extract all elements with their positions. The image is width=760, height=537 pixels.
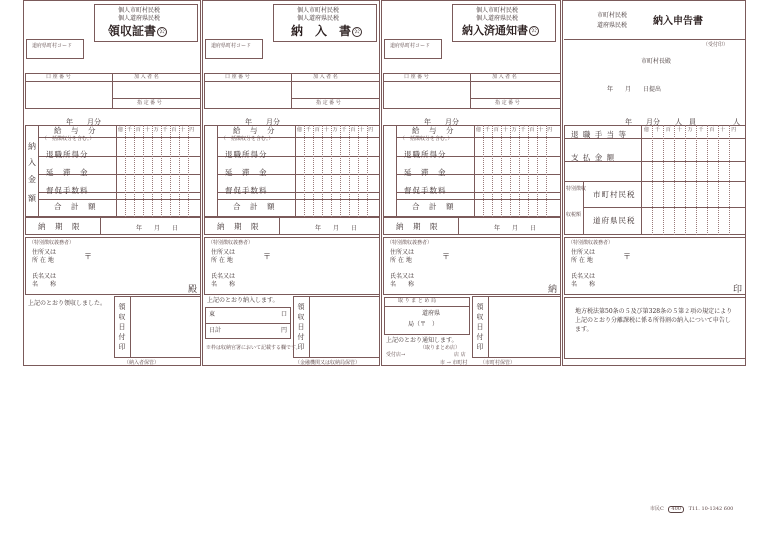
bank-label: 取 り ま と め 局 bbox=[398, 298, 436, 304]
side-label-1: 納 bbox=[28, 142, 36, 151]
due-date: 年 月 日 bbox=[136, 225, 179, 232]
code-box bbox=[205, 39, 263, 59]
postal-mark: 〒 bbox=[84, 252, 92, 261]
row-reminder-fee: 督促手数料 bbox=[404, 186, 447, 195]
code-box bbox=[26, 39, 84, 59]
city-head: 市町村長殿 bbox=[641, 58, 672, 65]
payment-text: 上記のとおり納入します。 bbox=[207, 297, 279, 304]
col-account: 口 座 番 号 bbox=[404, 74, 429, 80]
due-date: 年 月 日 bbox=[494, 225, 537, 232]
code-label: 道府県町村コード bbox=[390, 43, 431, 49]
name-label-text: 氏名又は 名 称 bbox=[390, 273, 415, 288]
notify-small: （取りまとめ店） bbox=[420, 345, 461, 351]
row-salary-note: （一括徴収分を含む。） bbox=[400, 136, 453, 142]
receipt-stamp-box bbox=[472, 296, 561, 358]
due-label: 納 期 限 bbox=[396, 222, 439, 231]
form-title-text: 領収証書 bbox=[108, 24, 157, 38]
postal-mark: 〒 bbox=[263, 252, 271, 261]
public-mark: 公 bbox=[354, 27, 361, 35]
period: 年 月分 bbox=[66, 118, 101, 126]
address-label bbox=[390, 249, 414, 265]
address-label bbox=[32, 249, 56, 265]
footer-code bbox=[650, 506, 733, 513]
submit-date: 年 月 日提出 bbox=[607, 86, 662, 93]
receipt-stamp-label: 領収日付印 bbox=[297, 303, 305, 353]
row-retirement: 退職所得分 bbox=[46, 150, 89, 159]
keeper-note: （納入者保管） bbox=[124, 360, 160, 366]
notice-panel bbox=[381, 0, 561, 366]
col-designated: 指 定 番 号 bbox=[316, 100, 341, 106]
name-label-text: 氏名又は 名 称 bbox=[32, 273, 57, 288]
keeper-note: （金融機関又は収納局保管） bbox=[295, 360, 361, 366]
tax-type-line1: 市町村民税 bbox=[597, 12, 628, 19]
bank-office: 局（〒 ） bbox=[408, 321, 439, 328]
form-title-text: 納 入 書 bbox=[291, 24, 352, 38]
tax-type-line1: 個人市町村民税 bbox=[118, 7, 161, 14]
tax-type-line2: 個人道府県民税 bbox=[118, 15, 161, 22]
row-prefectural-tax: 道府県民税 bbox=[593, 216, 636, 225]
row-late-fee: 延 滞 金 bbox=[46, 168, 89, 177]
due-label: 納 期 限 bbox=[38, 222, 81, 231]
period: 年 月分 bbox=[625, 118, 660, 126]
due-date: 年 月 日 bbox=[315, 225, 358, 232]
row-total: 合 計 額 bbox=[54, 202, 97, 211]
special-collector: （特別徴収義務者） bbox=[29, 240, 75, 246]
row-retirement: 退職所得分 bbox=[404, 150, 447, 159]
code-label: 道府県町村コード bbox=[211, 43, 252, 49]
name-label bbox=[390, 273, 414, 289]
form-title bbox=[462, 25, 539, 36]
side-label-3: 金 bbox=[28, 175, 36, 184]
keeper-note: （市町村保管） bbox=[480, 360, 516, 366]
special-collector: （特別徴収義務者） bbox=[208, 240, 254, 246]
branch-label: 店 店 bbox=[454, 352, 466, 358]
side-label-special: 特別徴収 bbox=[566, 186, 587, 192]
col-payer: 加 入 者 名 bbox=[134, 74, 159, 80]
footer-serial: T11. 10-1342 600 bbox=[688, 506, 734, 512]
declaration-text: 地方税法第50条の５及び第328条の５第２項の規定により上記のとおり分離課税に係る所得割の納入について申告します。 bbox=[575, 308, 733, 333]
row-total: 合 計 額 bbox=[233, 202, 276, 211]
form-title-text: 納入済通知書 bbox=[462, 24, 528, 37]
city-label: 市 → 市町村 bbox=[440, 360, 468, 366]
name-label-text: 氏名又は 名 称 bbox=[571, 273, 596, 288]
receipt-stamp-box bbox=[114, 296, 201, 358]
col-designated: 指 定 番 号 bbox=[137, 100, 162, 106]
period: 年 月分 bbox=[424, 118, 459, 126]
declaration-panel bbox=[562, 0, 746, 366]
received-text: 上記のとおり領収しました。 bbox=[28, 300, 107, 307]
col-payer: 加 入 者 名 bbox=[492, 74, 517, 80]
form-title bbox=[291, 25, 362, 37]
form-title bbox=[108, 25, 167, 37]
payment-panel bbox=[202, 0, 380, 366]
notify-text: 上記のとおり通知します。 bbox=[386, 337, 458, 344]
row-salary: 給 与 分 bbox=[233, 126, 276, 135]
row-salary-note: （一括徴収分を含む。） bbox=[42, 136, 95, 142]
seal-char: 納 bbox=[548, 285, 558, 295]
form-title: 納入申告書 bbox=[653, 16, 703, 27]
counter-note: ※枠は収納官署において記載する欄です。 bbox=[206, 345, 301, 351]
postal-mark: 〒 bbox=[623, 252, 631, 261]
address-label-text: 住所又は 所 在 地 bbox=[211, 249, 236, 264]
people-label: 人 員 bbox=[675, 118, 696, 126]
name-label-text: 氏名又は 名 称 bbox=[211, 273, 236, 288]
tax-type-line2: 個人道府県民税 bbox=[297, 15, 340, 22]
col-designated: 指 定 番 号 bbox=[495, 100, 520, 106]
row-reminder-fee: 督促手数料 bbox=[225, 186, 268, 195]
row-salary: 給 与 分 bbox=[54, 126, 97, 135]
public-mark: 公 bbox=[159, 27, 166, 35]
code-label: 道府県町村コード bbox=[32, 43, 73, 49]
row-salary-note: （一括徴収分を含む。） bbox=[221, 136, 274, 142]
tax-type-line2: 道府県民税 bbox=[597, 22, 628, 29]
tax-type-line1: 個人市町村民税 bbox=[476, 7, 519, 14]
receiver-label: 受付店→ bbox=[386, 352, 406, 358]
address-label bbox=[211, 249, 235, 265]
digit-header: 億千百十万千百十円 bbox=[118, 127, 199, 133]
receipt-stamp-label: 領収日付印 bbox=[118, 303, 126, 353]
footer-stamp: 400 bbox=[668, 506, 684, 513]
digit-header: 億千百十万千百十円 bbox=[476, 127, 557, 133]
bank-prefecture: 道府県 bbox=[422, 310, 441, 317]
side-label-2: 入 bbox=[28, 158, 36, 167]
name-label bbox=[211, 273, 235, 289]
row-salary: 給 与 分 bbox=[412, 126, 455, 135]
period: 年 月分 bbox=[245, 118, 280, 126]
row-reminder-fee: 督促手数料 bbox=[46, 186, 89, 195]
special-collector: （特別徴収義務者） bbox=[387, 240, 433, 246]
seal-char: 殿 bbox=[188, 285, 198, 295]
row-late-fee: 延 滞 金 bbox=[404, 168, 447, 177]
address-label-text: 住所又は 所 在 地 bbox=[32, 249, 57, 264]
address-label bbox=[571, 249, 595, 265]
name-label bbox=[571, 273, 595, 289]
postal-mark: 〒 bbox=[442, 252, 450, 261]
row-late-fee: 延 滞 金 bbox=[225, 168, 268, 177]
footer-code-text: 市民C bbox=[650, 506, 664, 512]
tax-type-line1: 個人市町村民税 bbox=[297, 7, 340, 14]
counter-row2: 日計 bbox=[209, 327, 222, 334]
seal-char: 印 bbox=[733, 285, 743, 295]
counter-row1-unit: 口 bbox=[281, 311, 288, 318]
address-label-text: 住所又は 所 在 地 bbox=[571, 249, 596, 264]
special-collector: （特別徴収義務者） bbox=[568, 240, 614, 246]
address-label-text: 住所又は 所 在 地 bbox=[390, 249, 415, 264]
people-unit: 人 bbox=[733, 118, 740, 126]
row-retirement-allowance: 退 職 手 当 等 bbox=[571, 130, 628, 139]
row-retirement: 退職所得分 bbox=[225, 150, 268, 159]
row-total: 合 計 額 bbox=[412, 202, 455, 211]
side-label-tax: 収税額 bbox=[566, 212, 582, 218]
digit-header: 億千百十万千百十円 bbox=[644, 127, 743, 133]
col-account: 口 座 番 号 bbox=[225, 74, 250, 80]
receipt-panel bbox=[23, 0, 201, 366]
row-payment-amount: 支 払 金 額 bbox=[571, 153, 616, 162]
digit-header: 億千百十万千百十円 bbox=[297, 127, 378, 133]
code-box bbox=[384, 39, 442, 59]
received-stamp: （受付印） bbox=[703, 42, 729, 48]
counter-row2-unit: 円 bbox=[281, 327, 288, 334]
name-label bbox=[32, 273, 56, 289]
receipt-stamp-box bbox=[293, 296, 380, 358]
receipt-stamp-label: 領収日付印 bbox=[476, 303, 484, 353]
due-label: 納 期 限 bbox=[217, 222, 260, 231]
public-mark: 公 bbox=[530, 27, 537, 34]
tax-type-line2: 個人道府県民税 bbox=[476, 15, 519, 22]
row-municipal-tax: 市町村民税 bbox=[593, 190, 636, 199]
col-account: 口 座 番 号 bbox=[46, 74, 71, 80]
side-label-4: 額 bbox=[28, 194, 36, 203]
counter-row1: 東 bbox=[209, 311, 216, 318]
col-payer: 加 入 者 名 bbox=[313, 74, 338, 80]
